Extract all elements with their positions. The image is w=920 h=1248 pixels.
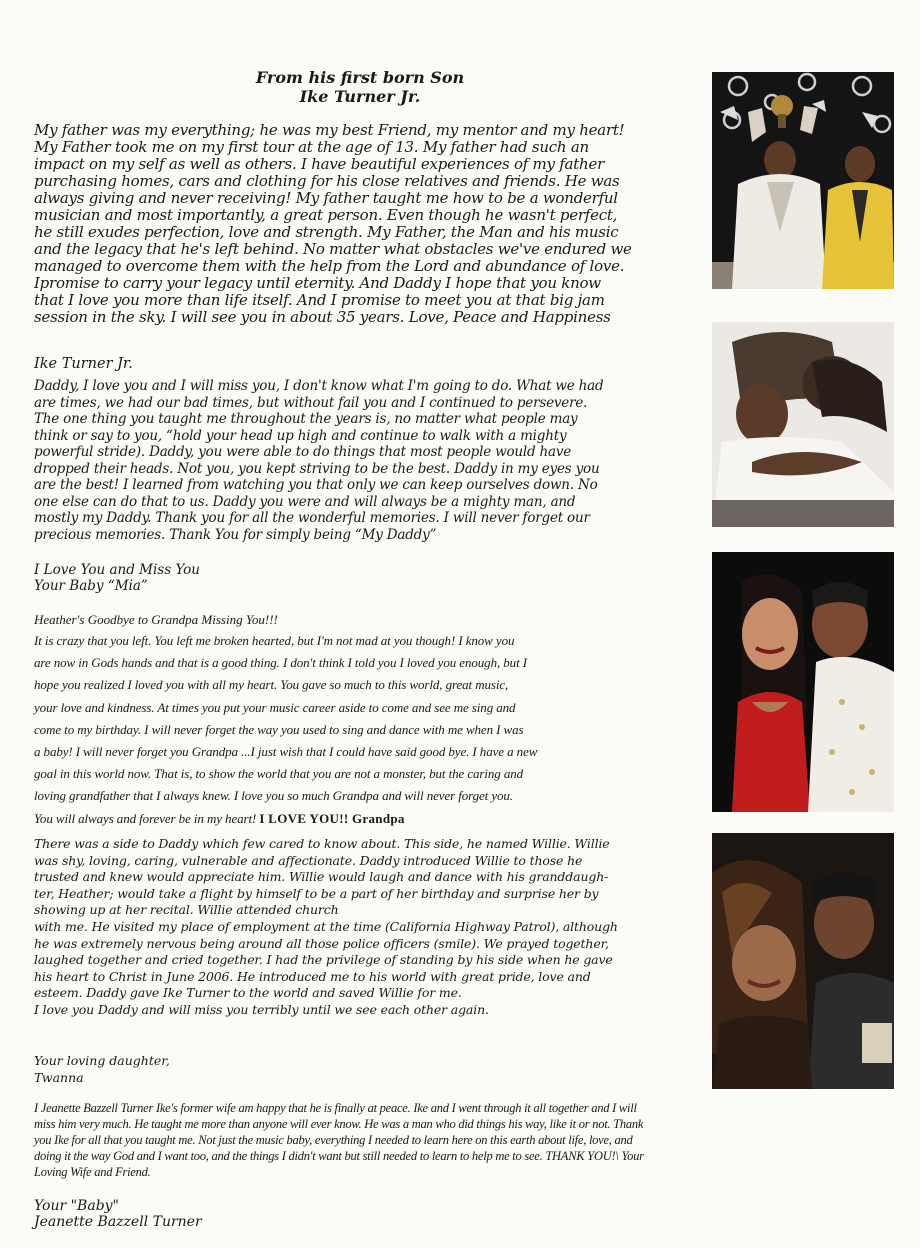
- text-line: his heart to Christ in June 2006. He introduced me to his world with great pride, love and: [34, 968, 591, 984]
- text-line: and the legacy that he's left behind. No matter what obstacles we've endured we: [34, 240, 632, 258]
- text-line: are times, we had our bad times, but without fail you and I continued to persevere.: [34, 394, 588, 411]
- tribute-heather: [34, 630, 699, 830]
- granddaughter-photo: [712, 552, 894, 812]
- last-line-text: You will always and forever be in my heart!: [34, 810, 257, 826]
- text-line: you Ike for all that you taught me. Not just the music baby, everything I needed to learn here on this earth about life, love, and: [34, 1133, 633, 1147]
- text-line: managed to overcome them with the help from the Lord and abundance of love.: [34, 257, 625, 275]
- text-line: impact on my self as well as others. I have beautiful experiences of my father: [34, 155, 604, 173]
- embrace-photo: [712, 322, 894, 527]
- page-title: [160, 68, 560, 106]
- text-line: I Jeanette Bazzell Turner Ike's former wife am happy that he is finally at peace. Ike and I went through it all together and I will: [34, 1101, 637, 1115]
- text-line: always giving and never receiving! My father taught me how to be a wonderful: [34, 189, 618, 207]
- text-line: doing it the way God and I want too, and the things I didn't want but still needed to learn to help me to see. THANK YOU!\ Your: [34, 1149, 644, 1163]
- text-line: precious memories. Thank You for simply being “My Daddy”: [34, 526, 437, 543]
- i-love-you-text: I LOVE YOU!! Grandpa: [259, 810, 405, 826]
- text-line: ter, Heather; would take a flight by himself to be a part of her birthday and surprise her by: [34, 885, 599, 901]
- text-line: he was extremely nervous being around all those police officers (smile). We prayed together,: [34, 935, 609, 951]
- text-line: with me. He visited my place of employment at the time (California Highway Patrol), although: [34, 918, 618, 934]
- text-line: Ipromise to carry your legacy until eternity. And Daddy I hope that you know: [34, 274, 601, 292]
- text-line: My father was my everything; he was my best Friend, my mentor and my heart!: [34, 121, 625, 139]
- signature-line: Jeanette Bazzell Turner: [34, 1214, 202, 1230]
- text-line: showing up at her recital. Willie attended church: [34, 902, 339, 918]
- text-line: miss him very much. He taught me more than anyone will ever know. He was a man who did things his way, like it or not. Thank: [34, 1117, 644, 1131]
- text-line: think or say to you, “hold your head up high and continue to walk with a mighty: [34, 427, 567, 444]
- text-line: one else can do that to us. Daddy you were and will always be a mighty man, and: [34, 493, 576, 510]
- signature-mia: [34, 562, 200, 594]
- text-line: that I love you more than life itself. And I promise to meet you at that big jam: [34, 291, 605, 309]
- text-line: goal in this world now. That is, to show the world that you are not a monster, but the caring and: [34, 766, 524, 782]
- title-line-1: From his first born Son: [255, 68, 465, 87]
- text-line: trusted and knew would appreciate him. Willie would laugh and dance with his granddaugh-: [34, 869, 609, 885]
- text-line: mostly my Daddy. Thank you for all the wonderful memories. I will never forget our: [34, 510, 590, 526]
- text-line: hope you realized I loved you with all my heart. You gave so much to this world, great music,: [34, 677, 509, 693]
- signature-line: Your Baby “Mia”: [34, 578, 148, 594]
- text-line: powerful stride). Daddy, you were able to do things that most people would have: [34, 444, 572, 460]
- text-line: loving grandfather that I always knew. I love you so much Grandpa and will never forget you.: [34, 788, 513, 804]
- text-line: It is crazy that you left. You left me broken hearted, but I'm not mad at you though! I know you: [34, 633, 515, 648]
- text-line: Daddy, I love you and I will miss you, I don't know what I'm going to do. What we had: [34, 378, 604, 394]
- tribute-son: [34, 122, 699, 326]
- text-line: your love and kindness. At times you put your music career aside to come and see me sing and: [34, 699, 516, 715]
- text-line: laughed together and cried together. I had the privilege of standing by his side when he gave: [34, 952, 613, 968]
- text-line: purchasing homes, cars and clothing for his close relatives and friends. He was: [34, 172, 620, 190]
- signature-line: Your "Baby": [34, 1198, 119, 1214]
- text-line: esteem. Daddy gave Ike Turner to the world and saved Willie for me.: [34, 985, 462, 1001]
- signature-jeanette: [34, 1198, 202, 1230]
- signature-son: Ike Turner Jr.: [34, 356, 133, 372]
- text-line: musician and most importantly, a great person. Even though he wasn't perfect,: [34, 206, 618, 224]
- tribute-mia: [34, 378, 699, 543]
- text-line: a baby! I will never forget you Grandpa ...I just wish that I could have said good bye. I have a new: [34, 744, 538, 760]
- signature-line: Twanna: [34, 1070, 84, 1085]
- heather-heading: Heather's Goodbye to Grandpa Missing You!!!: [34, 612, 278, 627]
- text-line: come to my birthday. I will never forget the way you used to sing and dance with me when I was: [34, 721, 524, 737]
- tribute-jeanette: [34, 1100, 894, 1180]
- text-line: was shy, loving, caring, vulnerable and affectionate. Daddy introduced Willie to those he: [34, 852, 583, 868]
- text-line: Loving Wife and Friend.: [34, 1165, 151, 1179]
- signature-line: Your loving daughter,: [34, 1053, 170, 1068]
- text-line-last: [34, 808, 699, 830]
- text-line: The one thing you taught me throughout the years is, no matter what people may: [34, 411, 578, 427]
- signature-line: I Love You and Miss You: [34, 562, 201, 578]
- text-line: My Father took me on my first tour at the age of 13. My father had such an: [34, 138, 589, 156]
- text-line: dropped their heads. Not you, you kept striving to be the best. Daddy in my eyes you: [34, 460, 600, 477]
- text-line: he still exudes perfection, love and strength. My Father, the Man and his music: [34, 223, 619, 241]
- text-line: are the best! I learned from watching you that only we can keep ourselves down. No: [34, 477, 598, 493]
- text-line: I love you Daddy and will miss you terribly until we see each other again.: [34, 1001, 489, 1017]
- text-line: are now in Gods hands and that is a good thing. I don't think I told you I loved you enough, but I: [34, 655, 527, 671]
- tribute-twanna: [34, 836, 694, 1019]
- text-line: session in the sky. I will see you in about 35 years. Love, Peace and Happiness: [34, 308, 611, 326]
- awards-stage-photo: [712, 72, 894, 289]
- signature-twanna: [34, 1052, 170, 1086]
- text-line: There was a side to Daddy which few cared to know about. This side, he named Willie. Willie: [34, 836, 610, 851]
- daughter-photo: [712, 833, 894, 1089]
- title-line-2: Ike Turner Jr.: [299, 87, 421, 106]
